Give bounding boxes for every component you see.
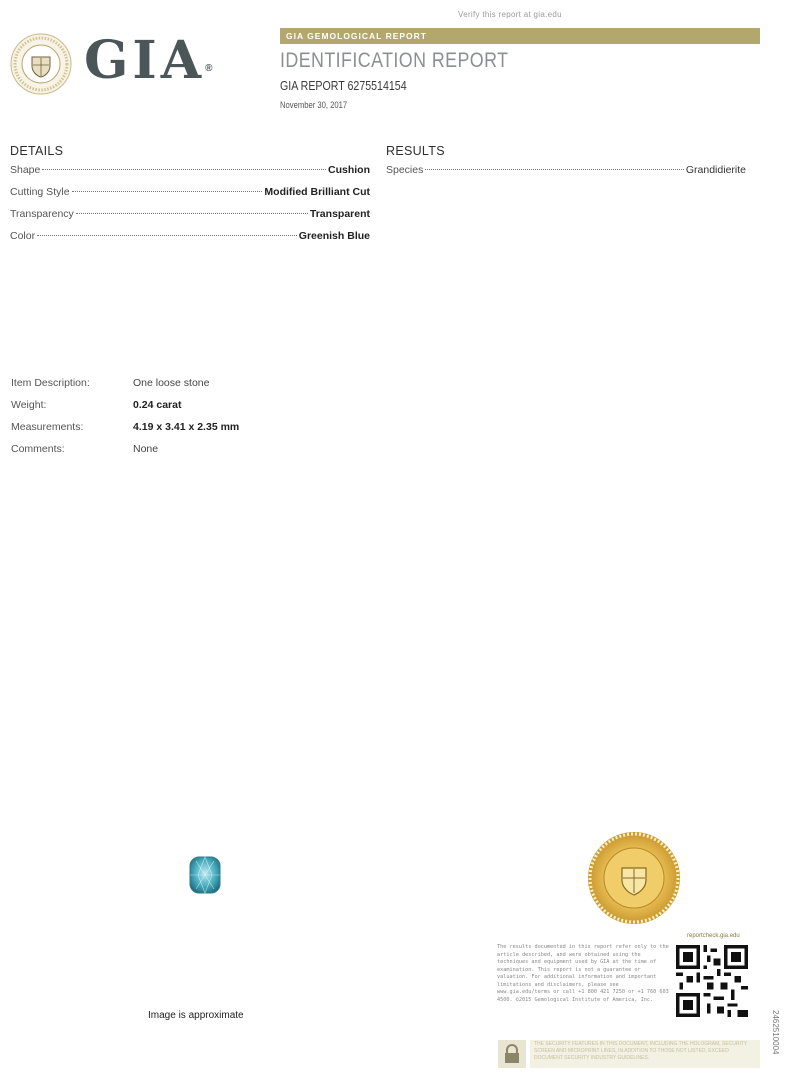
gold-seal-icon [586, 830, 682, 926]
lock-icon [498, 1040, 526, 1068]
results-section [386, 164, 746, 186]
security-hologram: THE SECURITY FEATURES IN THIS DOCUMENT, INCLUDING THE HOLOGRAM, SECURITY SCREEN AND MICROPRINT LINES, IN ADDITION TO THOSE NOT LISTED, EXCEED DOCUMENT SECURITY INDUSTRY GUIDELINES. [530, 1040, 760, 1068]
details-heading: DETAILS [10, 144, 64, 158]
details-section [10, 164, 370, 252]
details-label: Cutting Style [10, 186, 70, 198]
description-row [11, 394, 239, 416]
details-row [10, 230, 370, 252]
details-row [10, 186, 370, 208]
item-description [11, 372, 239, 460]
details-row [10, 208, 370, 230]
description-label: Measurements: [11, 421, 84, 433]
details-value: Transparent [309, 208, 370, 220]
results-label: Species [386, 164, 424, 176]
report-number: GIA REPORT 6275514154 [280, 79, 407, 93]
results-value: Grandidierite [685, 164, 746, 176]
description-row [11, 438, 239, 460]
report-band [280, 28, 760, 44]
leader-dots [72, 191, 263, 192]
details-value: Modified Brilliant Cut [264, 186, 370, 198]
description-label: Comments: [11, 443, 65, 455]
description-label: Item Description: [11, 377, 90, 389]
description-label: Weight: [11, 399, 47, 411]
registered-mark: ® [205, 63, 213, 74]
verify-note: Verify this report at gia.edu [458, 10, 562, 19]
gia-seal-icon [10, 33, 72, 95]
leader-dots [37, 235, 297, 236]
gia-logo [84, 30, 212, 92]
legal-text: The results documented in this report refer only to the article described, and were obtained using the techniques and equipment used by GIA at the time of examination. This report is not a guarantee or valuation. For additional information and important limitations and disclaimers, please see www.gia.edu/terms or call +1 800 421 7250 or +1 760 603 4500. ©2015 Gemological Institute of America, Inc. [497, 944, 669, 1003]
qr-code-icon[interactable] [676, 945, 748, 1017]
reportcheck-label: reportcheck.gia.edu [687, 933, 740, 939]
gemstone-image [188, 855, 222, 895]
details-label: Color [10, 230, 36, 242]
leader-dots [42, 169, 326, 170]
leader-dots [76, 213, 308, 214]
band-label: GIA GEMOLOGICAL REPORT [286, 31, 428, 41]
details-label: Shape [10, 164, 41, 176]
description-value: 0.24 carat [133, 399, 182, 411]
results-row [386, 164, 746, 186]
results-heading: RESULTS [386, 144, 445, 158]
details-value: Greenish Blue [298, 230, 370, 242]
description-value: None [133, 443, 159, 455]
serial-number: 2462510004 [771, 1010, 780, 1055]
details-value: Cushion [328, 164, 370, 176]
report-title: IDENTIFICATION REPORT [280, 49, 509, 72]
image-caption: Image is approximate [148, 1010, 244, 1021]
description-value: One loose stone [133, 377, 210, 389]
description-value: 4.19 x 3.41 x 2.35 mm [133, 421, 240, 433]
report-date: November 30, 2017 [280, 100, 348, 110]
gia-logo-text: GIA [84, 30, 206, 91]
details-row [10, 164, 370, 186]
description-row [11, 372, 239, 394]
leader-dots [425, 169, 684, 170]
details-label: Transparency [10, 208, 74, 220]
description-row [11, 416, 239, 438]
